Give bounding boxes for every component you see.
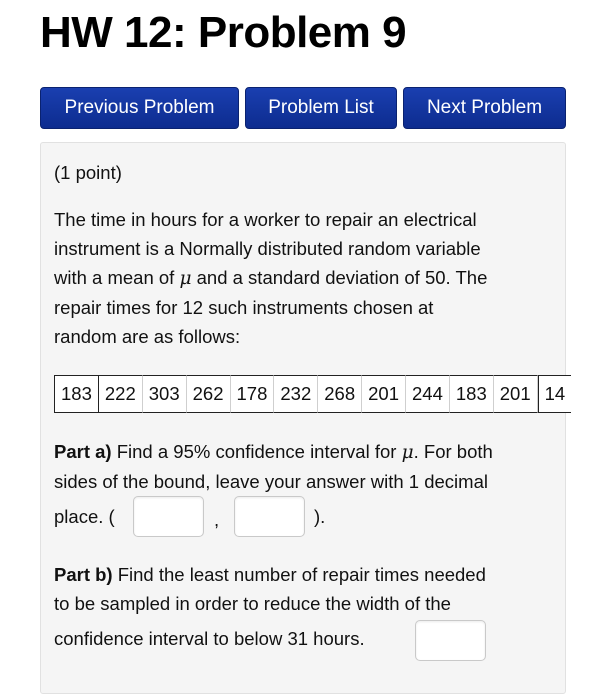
data-cell: 244 (406, 375, 450, 413)
data-cell: 183 (450, 375, 494, 413)
lower-bound-input[interactable] (133, 496, 204, 537)
problem-statement (54, 205, 487, 351)
sample-size-input[interactable] (415, 620, 486, 661)
part-b-label: Part b) (54, 564, 113, 585)
points-label: (1 point) (54, 162, 122, 183)
interval-comma: , (214, 509, 220, 530)
part-a-label: Part a) (54, 441, 112, 462)
mu-symbol: μ (179, 268, 192, 289)
part-b-line (54, 560, 486, 589)
part-a-line: sides of the bound, leave your answer with 1 decimal (54, 471, 488, 492)
data-cell: 268 (318, 375, 362, 413)
data-cell: 183 (55, 375, 99, 413)
mu-symbol: μ (401, 442, 414, 463)
problem-list-button[interactable]: Problem List (245, 87, 397, 129)
data-cell: 222 (99, 375, 143, 413)
previous-problem-button[interactable]: Previous Problem (40, 87, 239, 129)
part-b-line: confidence interval to below 31 hours. (54, 628, 365, 649)
interval-close: ). (314, 506, 326, 527)
data-cell: 178 (231, 375, 275, 413)
next-problem-button[interactable]: Next Problem (403, 87, 566, 129)
part-a-fragment: Find a 95% confidence interval for (111, 441, 402, 462)
data-cell: 201 (494, 375, 538, 413)
part-a-fragment: . For both (413, 441, 493, 462)
statement-line: repair times for 12 such instruments chosen at (54, 297, 434, 318)
data-cell: 14 (538, 375, 572, 413)
data-cell: 232 (274, 375, 318, 413)
part-a-line: place. ( (54, 506, 115, 527)
statement-fragment: with a mean of (54, 267, 180, 288)
repair-times-table (54, 375, 571, 413)
part-b-fragment: Find the least number of repair times needed (112, 564, 486, 585)
statement-fragment: and a standard deviation of 50. The (191, 267, 488, 288)
data-cell: 303 (143, 375, 187, 413)
upper-bound-input[interactable] (234, 496, 305, 537)
statement-line: The time in hours for a worker to repair an electrical (54, 209, 477, 230)
statement-line: random are as follows: (54, 326, 241, 347)
part-b-line: to be sampled in order to reduce the width of the (54, 593, 451, 614)
part-a-text (54, 437, 493, 496)
data-cell: 201 (362, 375, 406, 413)
data-cell: 262 (187, 375, 231, 413)
part-b-text (54, 560, 486, 618)
part-a-line (54, 437, 493, 467)
statement-line (54, 263, 487, 293)
page-title: HW 12: Problem 9 (40, 8, 407, 57)
statement-line: instrument is a Normally distributed random variable (54, 238, 481, 259)
